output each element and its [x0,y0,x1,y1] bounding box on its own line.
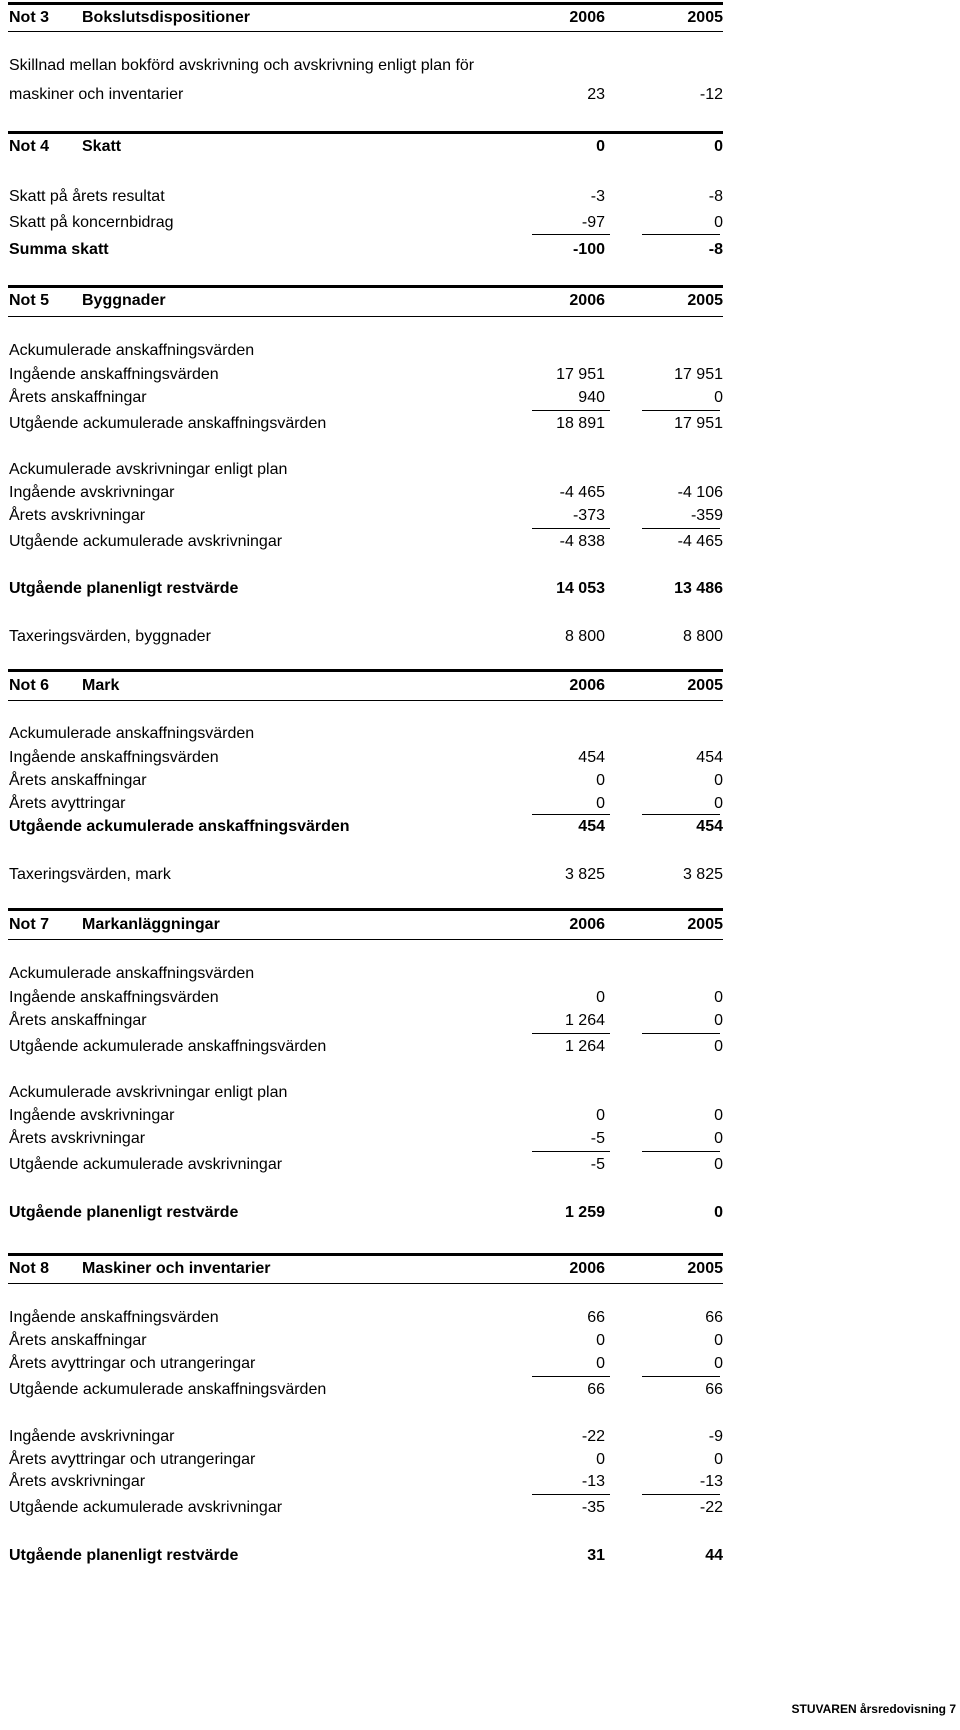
value-2006: 3 825 [564,866,605,883]
row-label: Årets anskaffningar [9,1012,147,1029]
value-2005: 0 [714,1332,723,1349]
sum-underline [642,528,720,529]
row-label: Årets anskaffningar [9,389,147,406]
value-2005: 13 486 [674,580,723,597]
value-2005: 0 [714,138,723,155]
sum-underline [642,1376,720,1377]
note-number: Not 5 [9,292,49,309]
note-number: Not 6 [9,677,49,694]
value-2005: 8 800 [682,628,723,645]
value-2006: 0 [596,1355,605,1372]
note-title: Byggnader [82,292,166,309]
row-label: Ingående anskaffningsvärden [9,1309,219,1326]
sum-underline [642,1151,720,1152]
subtotal-label: Utgående ackumulerade avskrivningar [9,533,283,550]
value-2006: 1 264 [564,1012,605,1029]
value-2006: -5 [590,1156,605,1173]
value-2006: 14 053 [556,580,605,597]
note-number: Not 7 [9,916,49,933]
value-2005: 454 [696,749,723,766]
note-title: Skatt [82,138,122,155]
value-2005: 0 [714,772,723,789]
note-number: Not 4 [9,138,49,155]
sum-underline [642,1033,720,1034]
value-2005: 0 [714,1012,723,1029]
value-2005: 454 [696,818,723,835]
value-2005: -359 [690,507,723,524]
value-2006: -4 465 [559,484,605,501]
value-2006: -22 [581,1428,605,1445]
divider [8,316,723,317]
row-label: Årets anskaffningar [9,772,147,789]
value-2006: 0 [596,989,605,1006]
subtotal-label: Utgående ackumulerade anskaffningsvärden [9,415,327,432]
total-label: Utgående planenligt restvärde [9,1547,239,1564]
value-2005: 0 [714,214,723,231]
row-label: Skillnad mellan bokförd avskrivning och avskrivning enligt plan för [9,57,475,74]
row-label: Ingående anskaffningsvärden [9,989,219,1006]
value-2005: -22 [699,1499,723,1516]
note-title: Markanläggningar [82,916,220,933]
section-heading: Ackumulerade anskaffningsvärden [9,965,255,982]
row-label: Årets avskrivningar [9,507,146,524]
value-2005: 17 951 [674,366,723,383]
row-label: maskiner och inventarier [9,86,184,103]
value-2005: 0 [714,389,723,406]
value-2006: 0 [596,772,605,789]
subtotal-label: Utgående ackumulerade anskaffningsvärden [9,818,350,835]
value-2006: 0 [596,1107,605,1124]
row-label: Årets avyttringar [9,795,126,812]
row-label: Skatt på årets resultat [9,188,165,205]
value-2006: 0 [596,1451,605,1468]
value-2005: -12 [699,86,723,103]
divider [8,700,723,701]
value-2005: 17 951 [674,415,723,432]
value-2005: 66 [705,1309,723,1326]
sum-underline [532,814,610,815]
year-header: 2005 [687,9,723,26]
row-label: Ingående avskrivningar [9,484,175,501]
value-2006: -35 [581,1499,605,1516]
sum-underline [642,234,720,235]
page-footer: STUVAREN årsredovisning 7 [791,1702,956,1716]
row-label: Årets avyttringar och utrangeringar [9,1355,256,1372]
note-rule [8,908,723,911]
subtotal-label: Utgående ackumulerade avskrivningar [9,1156,283,1173]
value-2005: 0 [714,989,723,1006]
value-2006: 23 [587,86,605,103]
value-2006: 66 [587,1381,605,1398]
total-label: Utgående planenligt restvärde [9,1204,239,1221]
note-title: Bokslutsdispositioner [82,9,251,26]
sum-underline [532,528,610,529]
row-label: Taxeringsvärden, mark [9,866,171,883]
value-2005: 0 [714,1038,723,1055]
value-2006: -4 838 [559,533,605,550]
value-2006: 940 [578,389,605,406]
value-2005: -9 [708,1428,723,1445]
value-2006: 1 264 [564,1038,605,1055]
year-header: 2005 [687,916,723,933]
value-2006: -3 [590,188,605,205]
sum-underline [532,1151,610,1152]
value-2006: 66 [587,1309,605,1326]
year-header: 2006 [569,916,605,933]
value-2006: 0 [596,138,605,155]
value-2006: 1 259 [564,1204,605,1221]
sum-underline [532,1376,610,1377]
value-2005: -13 [699,1473,723,1490]
row-label: Ingående anskaffningsvärden [9,749,219,766]
value-2006: 8 800 [564,628,605,645]
value-2006: -5 [590,1130,605,1147]
value-2006: 0 [596,1332,605,1349]
sum-underline [532,1494,610,1495]
value-2006: -100 [572,241,605,258]
year-header: 2005 [687,1260,723,1277]
row-label: Årets avyttringar och utrangeringar [9,1451,256,1468]
value-2006: 31 [587,1547,605,1564]
total-label: Utgående planenligt restvärde [9,580,239,597]
sum-underline [532,410,610,411]
year-header: 2005 [687,677,723,694]
note-rule [8,131,723,134]
year-header: 2006 [569,677,605,694]
value-2006: 18 891 [556,415,605,432]
row-label: Ingående avskrivningar [9,1107,175,1124]
value-2005: -4 465 [677,533,723,550]
year-header: 2006 [569,1260,605,1277]
subtotal-label: Utgående ackumulerade avskrivningar [9,1499,283,1516]
year-header: 2006 [569,9,605,26]
value-2006: 0 [596,795,605,812]
value-2006: 454 [578,818,605,835]
sum-label: Summa skatt [9,241,109,258]
value-2005: 3 825 [682,866,723,883]
note-number: Not 3 [9,9,49,26]
section-heading: Ackumulerade avskrivningar enligt plan [9,1084,288,1101]
note-number: Not 8 [9,1260,49,1277]
value-2006: -373 [572,507,605,524]
year-header: 2006 [569,292,605,309]
row-label: Årets avskrivningar [9,1473,146,1490]
row-label: Årets avskrivningar [9,1130,146,1147]
value-2005: 0 [714,1156,723,1173]
sum-underline [642,410,720,411]
value-2006: 17 951 [556,366,605,383]
year-header: 2005 [687,292,723,309]
sum-underline [532,234,610,235]
sum-underline [642,1494,720,1495]
note-rule [8,669,723,672]
value-2006: -97 [581,214,605,231]
value-2005: 0 [714,1451,723,1468]
note-title: Maskiner och inventarier [82,1260,271,1277]
value-2005: 0 [714,795,723,812]
subtotal-label: Utgående ackumulerade anskaffningsvärden [9,1038,327,1055]
sum-underline [642,814,720,815]
row-label: Ingående anskaffningsvärden [9,366,219,383]
section-heading: Ackumulerade avskrivningar enligt plan [9,461,288,478]
divider [8,1283,723,1284]
row-label: Ingående avskrivningar [9,1428,175,1445]
value-2006: 454 [578,749,605,766]
value-2006: -13 [581,1473,605,1490]
value-2005: 0 [714,1107,723,1124]
note-title: Mark [82,677,120,694]
value-2005: 0 [714,1130,723,1147]
value-2005: 66 [705,1381,723,1398]
sum-underline [532,1033,610,1034]
section-heading: Ackumulerade anskaffningsvärden [9,342,255,359]
row-label: Taxeringsvärden, byggnader [9,628,211,645]
value-2005: 0 [714,1355,723,1372]
note-rule [8,285,723,288]
divider [8,31,723,32]
value-2005: 44 [705,1547,723,1564]
row-label: Skatt på koncernbidrag [9,214,174,231]
row-label: Årets anskaffningar [9,1332,147,1349]
value-2005: 0 [714,1204,723,1221]
value-2005: -4 106 [677,484,723,501]
subtotal-label: Utgående ackumulerade anskaffningsvärden [9,1381,327,1398]
note-rule [8,1253,723,1256]
section-heading: Ackumulerade anskaffningsvärden [9,725,255,742]
note-rule [8,2,723,5]
value-2005: -8 [708,188,723,205]
divider [8,939,723,940]
value-2005: -8 [708,241,723,258]
